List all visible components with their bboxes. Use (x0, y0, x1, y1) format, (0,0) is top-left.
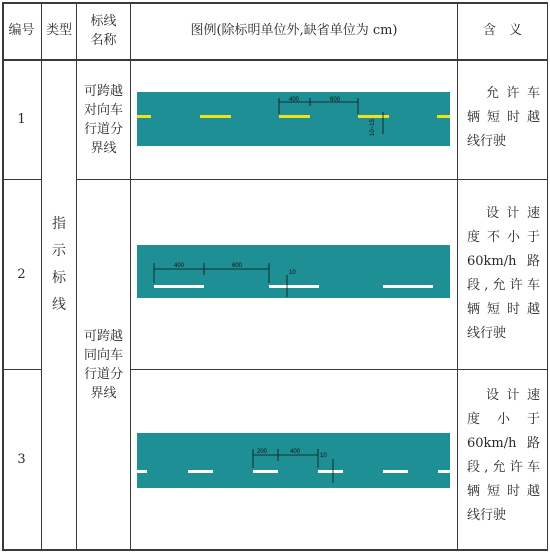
dash (383, 285, 433, 288)
white-dashes (137, 470, 450, 473)
marking-name-line: 行道分 (83, 366, 123, 382)
meaning-line: 段,允许车 (467, 460, 540, 475)
header-marking-name-line: 名称 (90, 32, 117, 48)
type-char: 示 (52, 242, 66, 259)
meaning-line: 设计速 (486, 206, 540, 221)
meaning-line: 线行驶 (467, 508, 507, 523)
road-diagram-2 (137, 245, 450, 298)
marking-name-line: 界线 (90, 140, 117, 156)
dim-label: 10 (289, 270, 296, 276)
meaning-line: 度 小 于 (467, 412, 540, 427)
type-char: 指 (52, 215, 66, 232)
dim-label: 400 (174, 263, 185, 269)
road-diagram-3 (137, 433, 450, 488)
header-number: 编号 (8, 23, 35, 38)
dash (137, 470, 147, 473)
dim-label: 10~15 (370, 119, 376, 136)
meaning-line: 设计速 (486, 388, 540, 403)
meaning-text (467, 226, 540, 346)
road-diagram-2-svg (137, 245, 450, 298)
road-diagram-3-svg (137, 433, 450, 488)
meaning-text (486, 82, 540, 106)
header-legend: 图例(除标明单位外,缺省单位为 cm) (190, 23, 398, 38)
marking-name-line: 同向车 (83, 347, 123, 363)
marking-name-line: 对向车 (83, 102, 123, 118)
dash (269, 285, 319, 288)
type-cell (42, 60, 76, 549)
meaning-text (467, 106, 540, 154)
meaning-line: 辆短时越 (467, 484, 540, 499)
dim-label: 600 (330, 97, 341, 103)
row-marking-name (77, 60, 130, 179)
header-marking-name-line: 标线 (90, 13, 117, 29)
row-divider (130, 369, 548, 370)
road-diagram-1-svg (137, 92, 450, 146)
dim-label: 400 (289, 97, 300, 103)
meaning-text (486, 202, 540, 226)
meaning-text (467, 408, 540, 528)
dash (318, 470, 343, 473)
meaning-line: 辆短时越 (467, 110, 540, 125)
dash (200, 115, 231, 118)
dash (383, 470, 408, 473)
meaning-line: 线行驶 (467, 134, 507, 149)
dim-label: 600 (232, 263, 243, 269)
row-number: 3 (17, 452, 26, 467)
dash (137, 115, 151, 118)
table-border-right (547, 2, 549, 551)
dim-label: 10 (320, 453, 327, 459)
meaning-line: 60km/h 路 (467, 436, 540, 451)
type-char: 线 (52, 296, 66, 313)
meaning-text (486, 384, 540, 408)
header-type: 类型 (45, 23, 72, 38)
row-number: 2 (17, 267, 26, 282)
marking-name-line: 可跨越 (83, 83, 123, 99)
meaning-line: 60km/h 路 (467, 254, 540, 269)
row-number: 1 (17, 112, 26, 127)
white-dashes (154, 285, 433, 288)
dash (438, 470, 450, 473)
row-divider (130, 179, 548, 180)
meaning-line: 辆短时越 (467, 302, 540, 317)
column-divider (130, 2, 131, 551)
column-divider (457, 2, 458, 551)
dash (437, 115, 450, 118)
dash (279, 115, 310, 118)
header-marking-name (77, 2, 130, 59)
dash (154, 285, 204, 288)
marking-name-line: 行道分 (83, 121, 123, 137)
marking-name-line: 可跨越 (83, 328, 123, 344)
meaning-line: 段,允许车 (467, 278, 540, 293)
meaning-line: 允许车 (486, 86, 540, 101)
meaning-line: 线行驶 (467, 326, 507, 341)
table-border-bottom (2, 549, 548, 551)
yellow-dashes (137, 115, 450, 118)
meaning-line: 度不小于 (467, 230, 540, 245)
road-diagram-1 (137, 92, 450, 146)
marking-table (2, 2, 548, 551)
marking-name-line: 界线 (90, 385, 117, 401)
dash (188, 470, 213, 473)
type-char: 标 (52, 269, 66, 286)
dim-label: 200 (257, 449, 268, 455)
dash (253, 470, 278, 473)
shared-marking-name (77, 180, 130, 549)
dash (358, 115, 389, 118)
header-meaning: 含 义 (482, 23, 522, 38)
dim-label: 400 (290, 449, 301, 455)
